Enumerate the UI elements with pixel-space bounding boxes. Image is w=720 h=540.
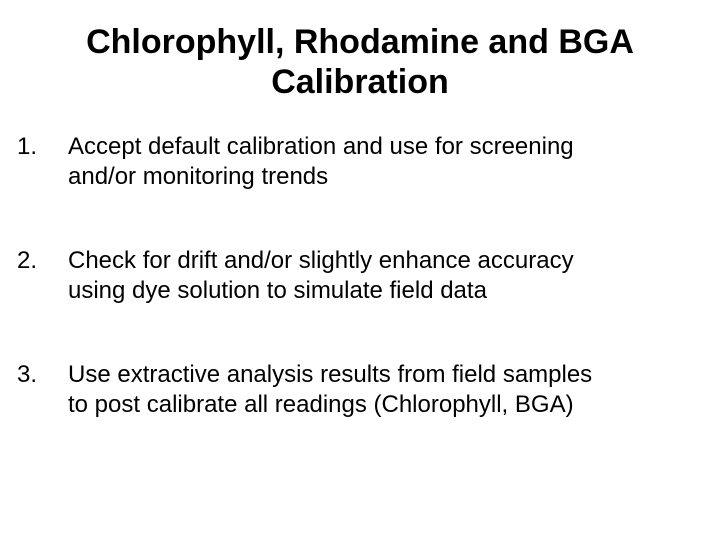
list-item-text-line-1: Accept default calibration and use for screening (68, 133, 574, 160)
list-item-number: 1. (17, 133, 38, 160)
list-item (0, 360, 720, 420)
list-item-text (68, 246, 698, 306)
list-item (0, 132, 720, 192)
slide-title (0, 22, 720, 102)
numbered-list (0, 132, 720, 420)
list-item-text-line-1: Use extractive analysis results from field samples (68, 361, 593, 388)
list-item (0, 246, 720, 306)
list-item-text-line-2: and/or monitoring trends (68, 163, 329, 190)
list-item-text (68, 132, 698, 192)
list-item-number: 2. (17, 247, 38, 274)
list-item-text-line-2: using dye solution to simulate field data (68, 277, 487, 304)
slide-title-line-1: Chlorophyll, Rhodamine and BGA (86, 23, 634, 61)
list-item-text (68, 360, 698, 420)
list-item-number: 3. (17, 361, 38, 388)
list-item-text-line-1: Check for drift and/or slightly enhance accuracy (68, 247, 574, 274)
list-item-text-line-2: to post calibrate all readings (Chlorophyll, BGA) (68, 391, 574, 418)
slide-title-line-2: Calibration (271, 63, 449, 101)
